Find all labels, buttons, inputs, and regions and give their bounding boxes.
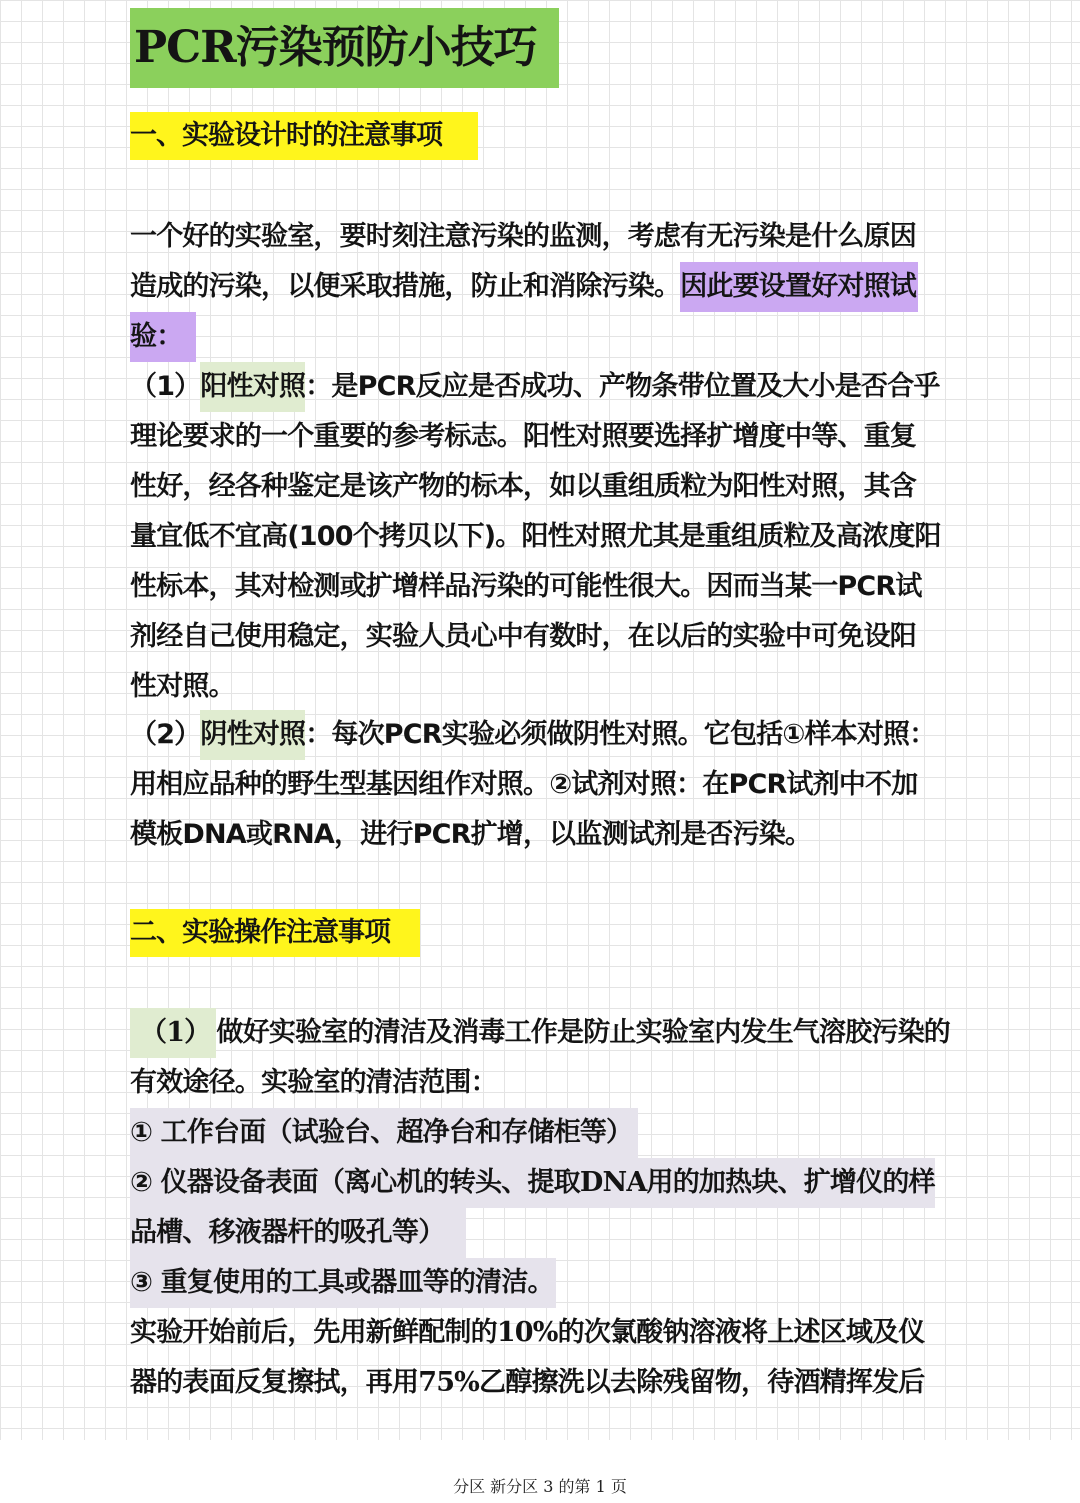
list-item-text: 品槽、移液器杆的吸孔等） bbox=[130, 1208, 466, 1258]
paragraph-text: 器的表面反复擦拭，再用 bbox=[130, 1367, 419, 1398]
list-item bbox=[130, 1258, 556, 1308]
item-text: ：是PCR反应是否成功、产物条带位置及大小是否合乎 bbox=[305, 371, 940, 402]
paragraph-text: 造成的污染，以便采取措施，防止和消除污染。 bbox=[130, 271, 681, 302]
page-footer: 分区 新分区 3 的第 1 页 bbox=[453, 1477, 627, 1496]
paragraph-line: 性好，经各种鉴定是该产物的标本，如以重组质粒为阳性对照，其含 bbox=[130, 471, 916, 502]
item-text: 做好实验室的清洁及消毒工作是防止实验室内发生气溶胶污染的 bbox=[216, 1017, 950, 1048]
paragraph-line: 性标本，其对检测或扩增样品污染的可能性很大。因而当某一PCR试 bbox=[130, 571, 922, 602]
list-item-text: ① 工作台面（试验台、超净台和存储柜等） bbox=[130, 1108, 638, 1158]
paragraph-line bbox=[130, 1308, 924, 1358]
paragraph-text: 75% bbox=[418, 1367, 480, 1398]
item-number: （2） bbox=[130, 719, 201, 750]
list-text: DNA bbox=[579, 1167, 647, 1198]
item-text: ：每次PCR实验必须做阴性对照。它包括①样本对照： bbox=[305, 719, 936, 750]
list-item bbox=[130, 1158, 935, 1208]
highlight-text: 验： bbox=[130, 312, 196, 362]
section-heading-2: 二、实验操作注意事项 bbox=[130, 909, 420, 957]
paragraph-line: 模板DNA或RNA，进行PCR扩增，以监测试剂是否污染。 bbox=[130, 819, 812, 850]
paragraph-line bbox=[130, 262, 918, 312]
paragraph-text: 的次氯酸钠溶液将上述区域及仪 bbox=[557, 1317, 925, 1348]
paragraph-line bbox=[130, 312, 196, 362]
keyword-highlight: 阳性对照 bbox=[200, 362, 305, 412]
keyword-highlight: 阴性对照 bbox=[200, 710, 305, 760]
paragraph-line: 有效途径。实验室的清洁范围： bbox=[130, 1067, 497, 1098]
paragraph-line: 用相应品种的野生型基因组作对照。②试剂对照：在PCR试剂中不加 bbox=[130, 769, 918, 800]
paragraph-line: 剂经自己使用稳定，实验人员心中有数时，在以后的实验中可免设阳 bbox=[130, 621, 916, 652]
item-number: （1） bbox=[130, 1008, 216, 1058]
paragraph-line bbox=[130, 1358, 924, 1408]
paragraph-text: 乙醇擦洗以去除残留物，待酒精挥发后 bbox=[479, 1367, 925, 1398]
paragraph-line: 一个好的实验室，要时刻注意污染的监测，考虑有无污染是什么原因 bbox=[130, 221, 916, 252]
paragraph-line: 量宜低不宜高(100个拷贝以下)。阳性对照尤其是重组质粒及高浓度阳 bbox=[130, 521, 941, 552]
page-title: PCR污染预防小技巧 bbox=[130, 8, 559, 88]
list-text: 用的加热块、扩增仪的样 bbox=[646, 1167, 935, 1198]
paragraph-text: 实验开始前后，先用新鲜配制的 bbox=[130, 1317, 497, 1348]
item-number: （1） bbox=[130, 371, 201, 402]
list-item bbox=[130, 1108, 638, 1158]
list-item bbox=[130, 1208, 466, 1258]
paragraph-line: 理论要求的一个重要的参考标志。阳性对照要选择扩增度中等、重复 bbox=[130, 421, 916, 452]
highlight-text: 因此要设置好对照试 bbox=[680, 262, 918, 312]
list-item bbox=[130, 710, 935, 760]
list-text: ② 仪器设备表面（离心机的转头、提取 bbox=[130, 1167, 580, 1198]
list-item bbox=[130, 362, 940, 412]
section-heading-1: 一、实验设计时的注意事项 bbox=[130, 112, 478, 160]
list-item-text: ③ 重复使用的工具或器皿等的清洁。 bbox=[130, 1258, 556, 1308]
paragraph-text: 10% bbox=[496, 1317, 558, 1348]
list-item bbox=[130, 1008, 950, 1058]
paragraph-line: 性对照。 bbox=[130, 671, 235, 702]
list-item-text bbox=[130, 1158, 935, 1208]
